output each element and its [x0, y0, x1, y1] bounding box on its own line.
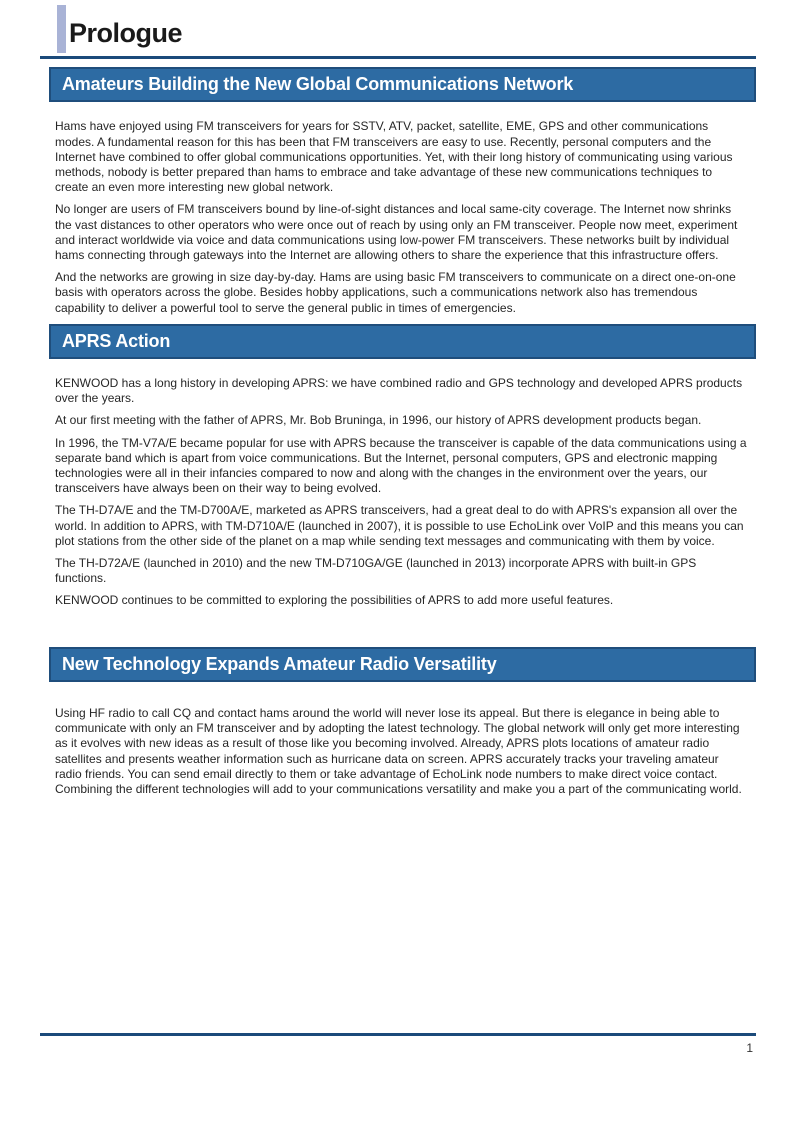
section-banner-global-network	[49, 67, 756, 102]
body-paragraph: At our first meeting with the father of APRS, Mr. Bob Bruninga, in 1996, our history of APRS development products began.	[55, 413, 702, 428]
body-paragraph: No longer are users of FM transceivers bound by line-of-sight distances and local same-city coverage. The Internet now shrinks the vast distances to other operators who were once out of reach by using only an FM transceiver. People now meet, experiment and interact worldwide via voice and data communications using low-power FM transceivers. These networks built by individual hams connecting through gateways into the Internet are allowing others to share the experience that this infrastructure offers.	[55, 202, 738, 262]
section-heading-text: APRS Action	[62, 330, 171, 351]
section-heading-text: New Technology Expands Amateur Radio Versatility	[62, 653, 497, 674]
section-heading-text: Amateurs Building the New Global Communications Network	[62, 74, 574, 94]
body-paragraph: The TH-D72A/E (launched in 2010) and the new TM-D710GA/GE (launched in 2013) incorporate APRS with built-in GPS functions.	[55, 556, 697, 586]
body-paragraph: KENWOOD continues to be committed to exploring the possibilities of APRS to add more useful features.	[55, 593, 614, 608]
section-banner-aprs-action	[49, 324, 756, 359]
body-paragraph: And the networks are growing in size day-by-day. Hams are using basic FM transceivers to communicate on a direct one-on-one basis with operators across the globe. Besides hobby applications, such a communications network also has tremendous capability to deliver a powerful tool to serve the general public in times of emergencies.	[55, 270, 736, 315]
section-body-aprs-action	[55, 359, 748, 609]
section-body-new-technology	[55, 682, 748, 797]
chapter-accent-bar	[57, 5, 66, 53]
section-body-global-network	[55, 102, 748, 315]
body-paragraph: Using HF radio to call CQ and contact hams around the world will never lose its appeal. But there is elegance in being able to communicate with only an FM transceiver and by adopting the latest technology. The global network will only get more interesting as it evolves with new ideas as a result of those like you becoming involved. Already, APRS plots locations of amateur radio satellites and presents weather information such as hurricane data on screen. APRS accurately tracks your traveling amateur radio friends. You can send email directly to them or take advantage of EchoLink node numbers to make direct voice contact. Combining the different technologies will add to your communications versatility and make you a part of the communicating world.	[55, 705, 742, 796]
chapter-header	[0, 0, 793, 56]
chapter-title: Prologue	[69, 18, 183, 48]
body-paragraph: The TH-D7A/E and the TM-D700A/E, marketed as APRS transceivers, had a great deal to do with APRS's expansion all over the world. In addition to APRS, with TM-D710A/E (launched in 2007), it is possible to use EchoLink over VoIP and this means you can plot stations from the other side of the planet on a map while sending text messages and communicating with them by voice.	[55, 503, 744, 548]
body-paragraph: Hams have enjoyed using FM transceivers for years for SSTV, ATV, packet, satellite, EME, GPS and other communications modes. A fundamental reason for this has been that FM transceivers are easy to use. Recently, personal computers and the Internet have combined to offer global communications opportunities. Yet, with their long history of communicating using various methods, nobody is better prepared than hams to embrace and take advantage of these new communications techniques to create an even more interesting new global network.	[55, 119, 733, 195]
header-rule	[40, 56, 756, 59]
footer-rule	[40, 1033, 756, 1036]
page-number: 1	[746, 1041, 753, 1055]
section-banner-new-technology	[49, 647, 756, 682]
body-paragraph: KENWOOD has a long history in developing APRS: we have combined radio and GPS technology and developed APRS products over the years.	[55, 376, 743, 406]
body-paragraph: In 1996, the TM-V7A/E became popular for use with APRS because the transceiver is capable of the data communications using a separate band which is apart from voice communications. But the Internet, personal computers, GPS and electronic mapping technologies were all in their infancies compared to now and along with the changes in the environment over the years, our transceivers have always been on their way to being evolved.	[55, 435, 747, 496]
